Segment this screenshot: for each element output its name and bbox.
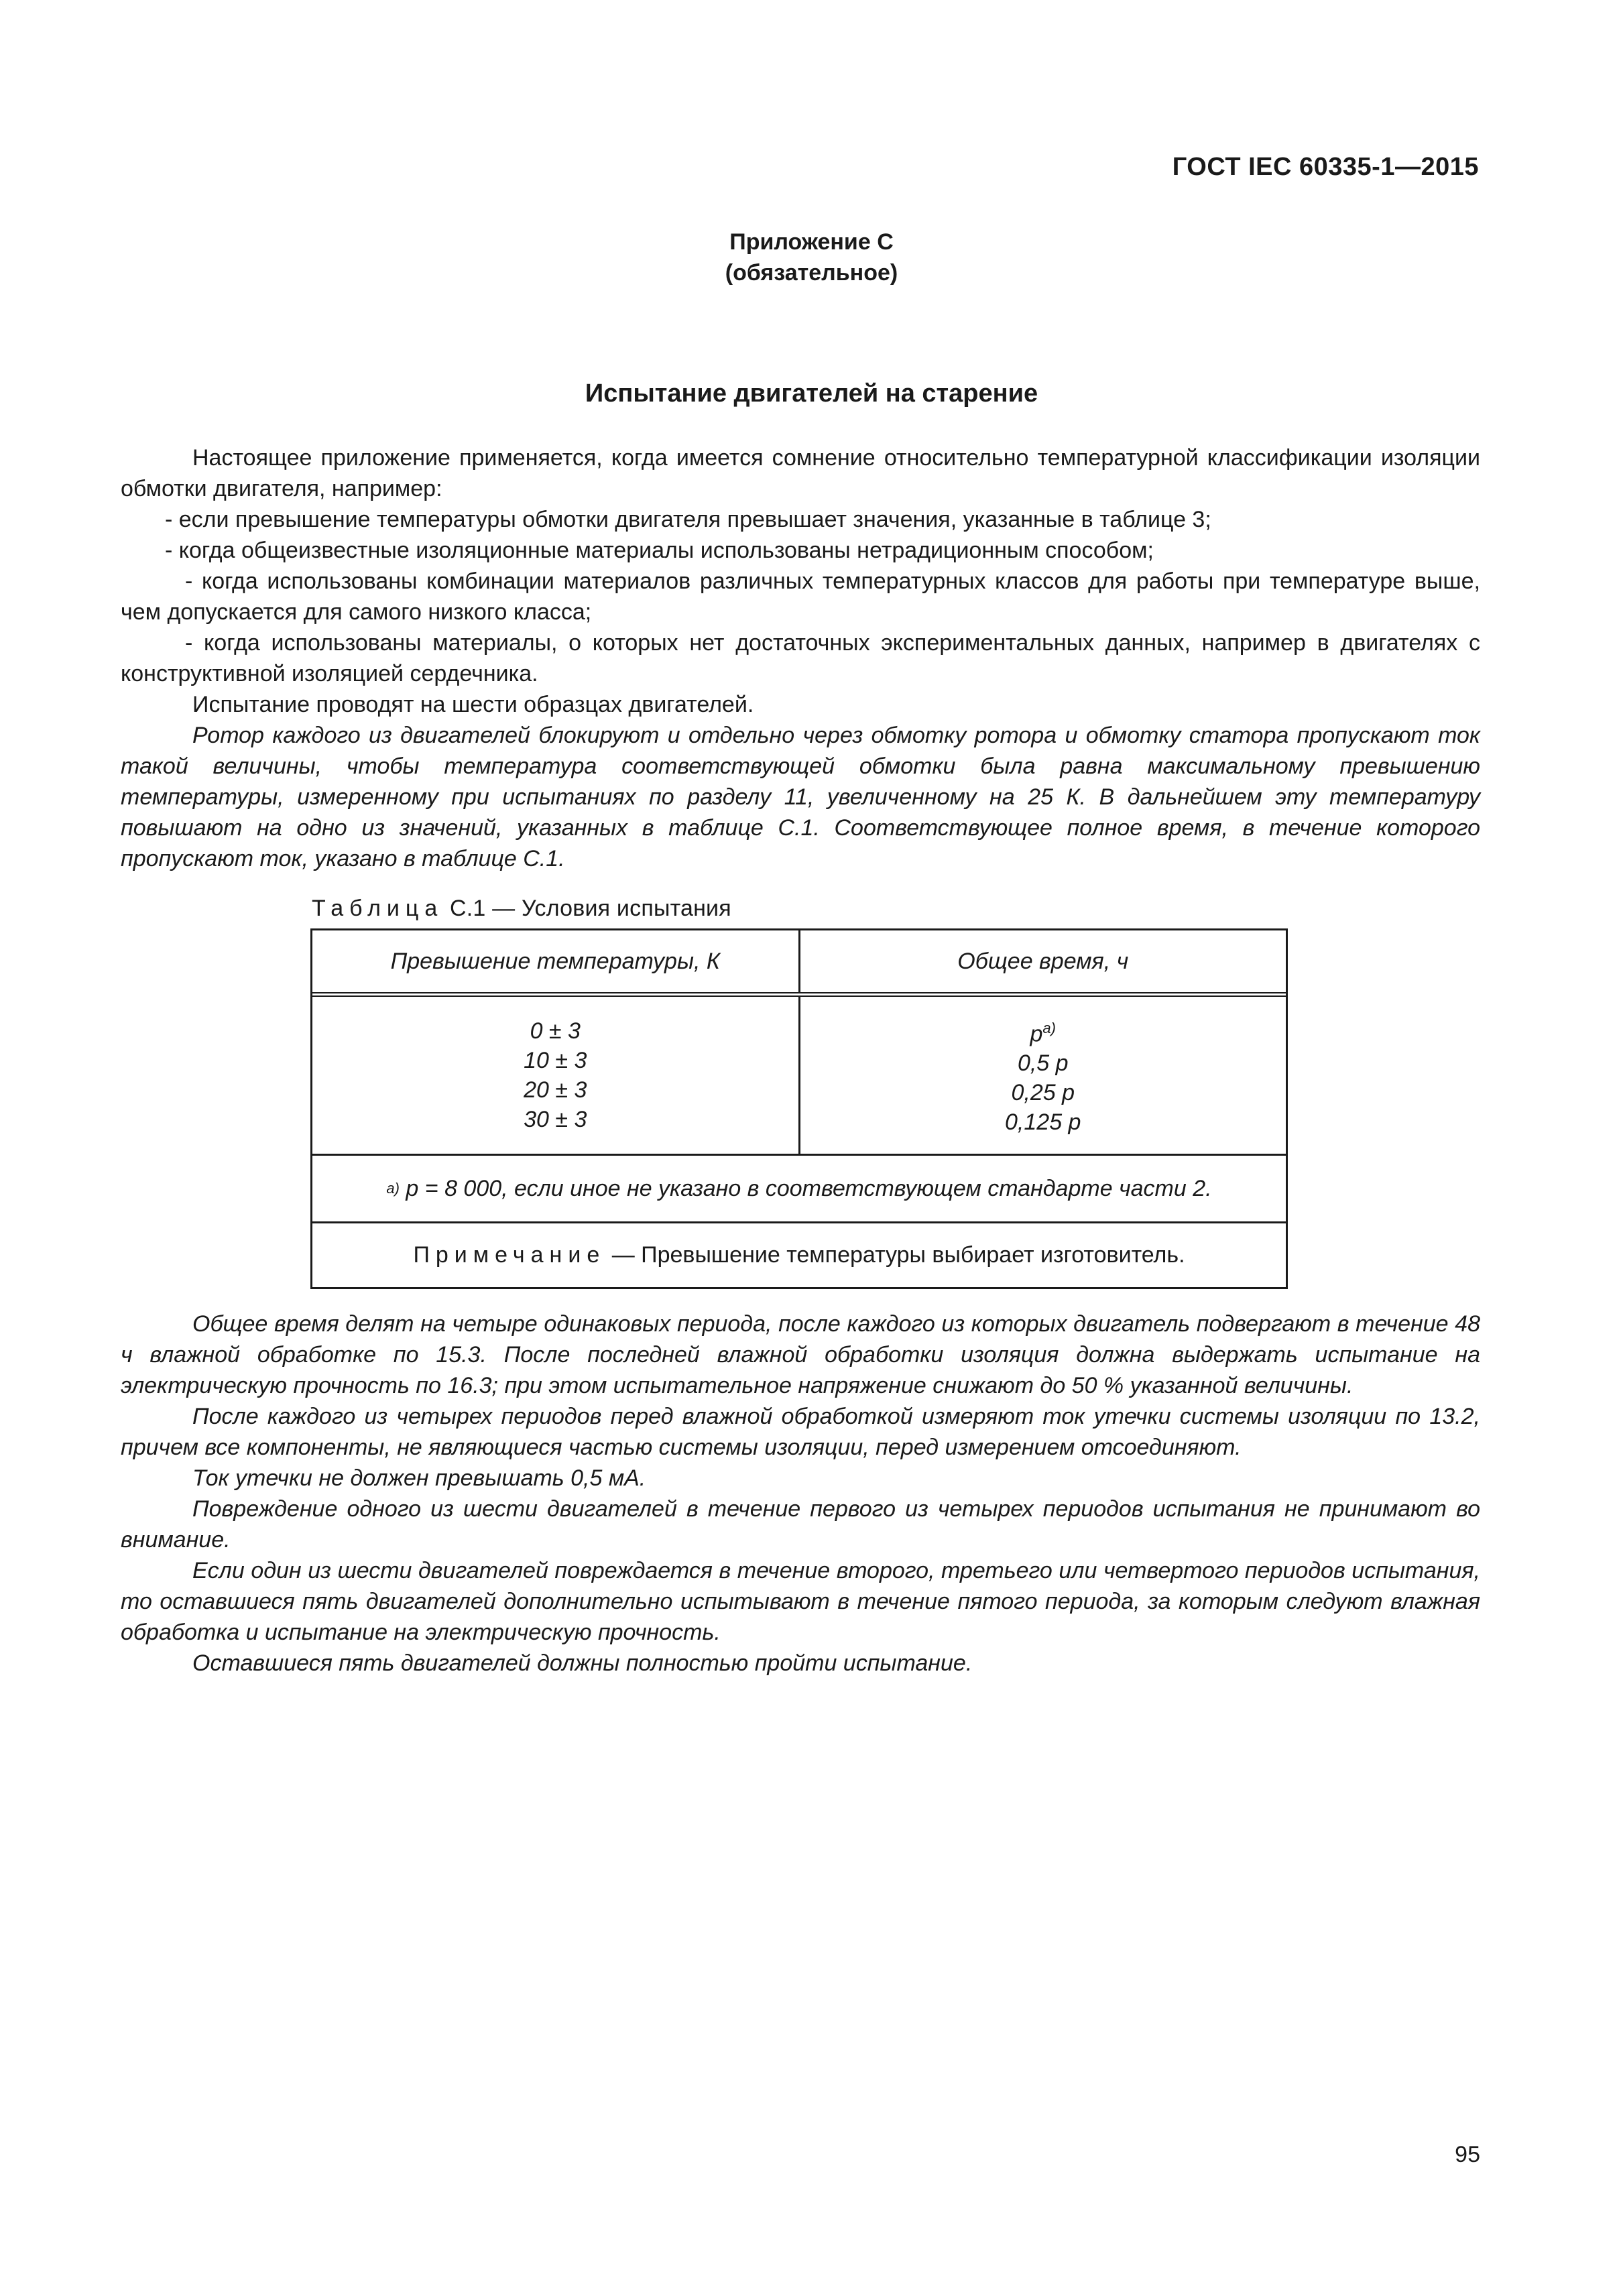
note-word: Примечание: [413, 1242, 606, 1268]
table-data-row: [312, 997, 1286, 1156]
table-note: [312, 1223, 1286, 1287]
procedure-paragraph: Ток утечки не должен превышать 0,5 мА.: [192, 1465, 646, 1491]
appendix-title: Испытание двигателей на старение: [585, 379, 1038, 408]
footnote-ref: а): [1042, 1019, 1056, 1036]
intro-section: [121, 442, 1480, 874]
document-code: ГОСТ IEC 60335-1—2015: [1172, 153, 1479, 181]
list-item: - если превышение температуры обмотки двигателя превышает значения, указанные в таблице 3;: [165, 507, 1211, 532]
table-caption-text: С.1 — Условия испытания: [449, 896, 731, 921]
intro-paragraph: Настоящее приложение применяется, когда имеется сомнение относительно температурной классификации изоляции обмотки двигателя, например:: [121, 445, 1480, 501]
rotor-paragraph: Ротор каждого из двигателей блокируют и отдельно через обмотку ротора и обмотку статора пропускают ток такой величины, чтобы температура соответствующей обмотки была равна максимальному превышению температуры, измеренному при испытаниях по разделу 11, увеличенному на 25 К. В дальнейшем эту температуру повышают на одно из значений, указанных в таблице С.1. Соответствующее полное время, в течение которого пропускают ток, указано в таблице С.1.: [121, 723, 1480, 871]
table-cell: 30 ± 3: [524, 1107, 587, 1132]
table-caption-word: Таблица: [312, 896, 444, 921]
table-cell: 10 ± 3: [524, 1048, 587, 1073]
list-item: - когда использованы комбинации материалов различных температурных классов для работы при температуре выше, чем допускается для самого низкого класса;: [121, 568, 1480, 625]
table-cell: 0,5 р: [1017, 1050, 1069, 1077]
appendix-label: Приложение С: [729, 229, 894, 255]
table-header-cell: Общее время, ч: [798, 930, 1286, 992]
procedure-paragraph: Если один из шести двигателей повреждается в течение второго, третьего или четвертого периодов испытания, то оставшиеся пять двигателей дополнительно испытывают в течение пятого периода, за которым следуют влажная обработка и испытание на электрическую прочность.: [121, 1558, 1480, 1645]
appendix-heading: [0, 227, 1623, 288]
procedure-paragraph: Оставшиеся пять двигателей должны полностью пройти испытание.: [192, 1650, 973, 1676]
table-note-row: [312, 1223, 1286, 1287]
note-text: — Превышение температуры выбирает изготовитель.: [611, 1242, 1185, 1268]
table-header-row: [312, 930, 1286, 997]
table-cell: 20 ± 3: [524, 1077, 587, 1103]
table-footnote-row: [312, 1156, 1286, 1223]
procedure-paragraph: Общее время делят на четыре одинаковых периода, после каждого из которых двигатель подвергают в течение 48 ч влажной обработке по 15.3. После последней влажной обработки изоляция должна выдержать испытание на электрическую прочность по 16.3; при этом испытательное напряжение снижают до 50 % указанной величины.: [121, 1311, 1480, 1398]
footnote-text: р = 8 000, если иное не указано в соответствующем стандарте части 2.: [406, 1175, 1212, 1201]
time-column: [798, 997, 1286, 1154]
table-cell: 0,25 р: [1011, 1080, 1075, 1106]
temperature-column: [312, 997, 798, 1154]
table-caption: [312, 896, 731, 922]
samples-paragraph: Испытание проводят на шести образцах двигателей.: [192, 692, 754, 717]
page-number: 95: [1455, 2142, 1480, 2167]
footnote-mark: а): [386, 1180, 400, 1197]
table-cell: [1030, 1014, 1056, 1048]
procedure-section: [121, 1309, 1480, 1679]
appendix-status: (обязательное): [725, 260, 898, 286]
procedure-paragraph: После каждого из четырех периодов перед влажной обработкой измеряют ток утечки системы изоляции по 13.2, причем все компоненты, не являющиеся частью системы изоляции, перед измерением отсоединяют.: [121, 1404, 1480, 1460]
table-header-cell: Превышение температуры, К: [390, 948, 720, 974]
table-cell: 0,125 р: [1005, 1109, 1081, 1136]
table-cell-value: р: [1030, 1021, 1043, 1047]
table-footnote: [312, 1156, 1286, 1221]
list-item: - когда общеизвестные изоляционные материалы использованы нетрадиционным способом;: [165, 538, 1154, 563]
table-cell: 0 ± 3: [530, 1018, 581, 1044]
conditions-table: [310, 928, 1288, 1289]
procedure-paragraph: Повреждение одного из шести двигателей в течение первого из четырех периодов испытания не принимают во внимание.: [121, 1496, 1480, 1553]
list-item: - когда использованы материалы, о которых нет достаточных экспериментальных данных, например в двигателях с конструктивной изоляцией сердечника.: [121, 630, 1480, 686]
